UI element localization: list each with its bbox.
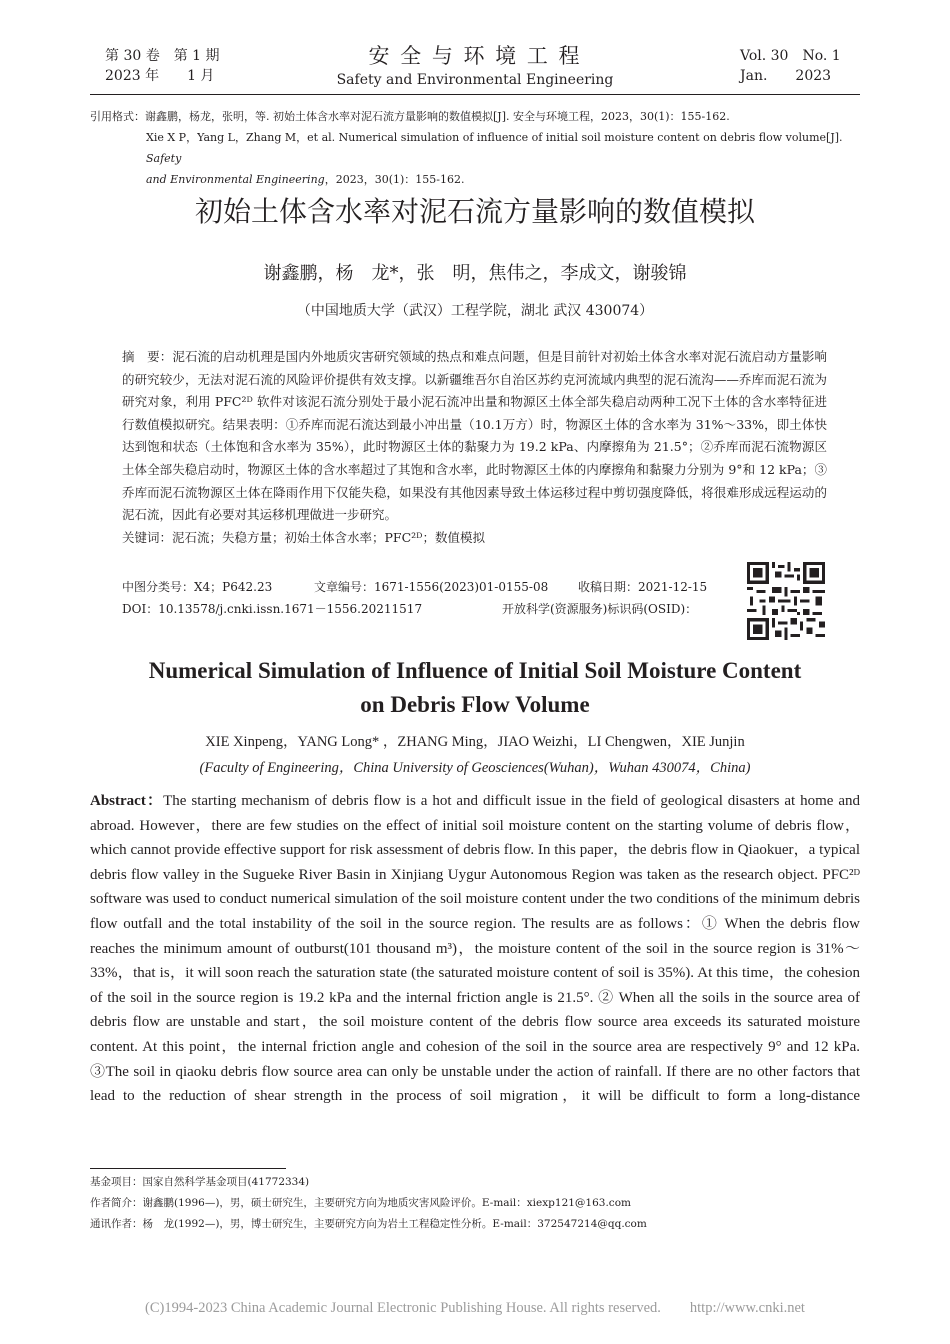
header-volume-issue: 第 30 卷 第 1 期 xyxy=(105,48,220,64)
doi: DOI：10.13578/j.cnki.issn.1671－1556.20211517 xyxy=(122,602,423,616)
header-date-cn: 2023 年 1 月 xyxy=(105,68,215,84)
qr-code-icon[interactable] xyxy=(747,562,825,640)
citation-en-journal-part2: and Environmental Engineering xyxy=(146,173,325,186)
affiliation-cn: （中国地质大学（武汉）工程学院，湖北 武汉 430074） xyxy=(296,303,654,319)
clc-number: 中图分类号：X4；P642.23 xyxy=(122,580,273,594)
footnotes xyxy=(90,1172,647,1235)
paper-title-cn: 初始土体含水率对泥石流方量影响的数值模拟 xyxy=(194,195,755,228)
footnote-author: 作者简介：谢鑫鹏(1996—)，男，硕士研究生，主要研究方向为地质灾害风险评价。E-mail：xiexp121@163.com xyxy=(90,1197,631,1209)
affiliation-en: (Faculty of Engineering，China University of Geosciences(Wuhan)，Wuhan 430074，China) xyxy=(199,760,751,776)
authors-cn: 谢鑫鹏，杨 龙*，张 明，焦伟之，李成文，谢骏锦 xyxy=(263,263,687,284)
header-volume-en xyxy=(740,46,841,86)
citation-cn: 引用格式：谢鑫鹏，杨龙，张明，等. 初始土体含水率对泥石流方量影响的数值模拟[J]. 安全与环境工程，2023，30(1)：155-162. xyxy=(90,110,730,123)
citation-en-line1 xyxy=(90,127,870,169)
header-divider xyxy=(90,94,860,95)
abstract-cn-block xyxy=(122,346,827,549)
citation-en-journal-part1: Safety xyxy=(146,152,182,165)
footnote-divider xyxy=(90,1168,286,1169)
footnote-corresponding: 通讯作者：杨 龙(1992—)，男，博士研究生，主要研究方向为岩土工程稳定性分析。E-mail：372547214@qq.com xyxy=(90,1218,647,1230)
title-en-line2: on Debris Flow Volume xyxy=(360,692,590,717)
copyright-notice: (C)1994-2023 China Academic Journal Electronic Publishing House. All rights reserved. http://www.cnki.net xyxy=(145,1300,805,1316)
title-en-line1: Numerical Simulation of Influence of Initial Soil Moisture Content xyxy=(148,658,802,683)
citation-en-tail: ，2023，30(1)：155-162. xyxy=(324,173,465,186)
authors-en: XIE Xinpeng，YANG Long* ，ZHANG Ming，JIAO Weizhi，LI Chengwen，XIE Junjin xyxy=(205,734,745,750)
osid-label: 开放科学(资源服务)标识码(OSID)： xyxy=(502,602,698,616)
citation-block xyxy=(90,106,870,190)
keywords-cn: 关键词：泥石流；失稳方量；初始土体含水率；PFC²ᴰ；数值模拟 xyxy=(122,529,485,545)
journal-name-en: Safety and Environmental Engineering xyxy=(336,72,614,88)
abstract-en: The starting mechanism of debris flow is a hot and difficult issue in the field of geological disasters at home and abroad. However，there are few studies on the effect of initial soil moisture content on the starting volume of debris flow，which cannot provide effective support for risk assessment of debris flow. In this paper，the debris flow in Qiaokuer，a typical debris flow valley in the Sugueke River Basin in Xinjiang Uygur Autonomous Region was taken as the research object. PFC²ᴰ software was used to conduct numerical simulation of the soil moisture content under the two conditions of the minimum debris flow outfall and the total instability of the soil in the source region. The results are as follows：① When the debris flow reaches the minimum amount of outburst(101 thousand m³)，the moisture content of the soil in the source region is 31%～33%，that is，it will soon reach the saturation state (the saturated moisture content of soil is 35%). At this time，the cohesion of the soil in the source region is 19.2 kPa and the internal friction angle is 21.5°. ② When all the soils in the source area of debris flow are unstable and start，the soil moisture content of the debris flow source area exceeds its saturated moisture content. At this point，the internal friction angle and cohesion of the soil in the source area are respectively 9° and 12 kPa. ③The soil in qiaoku debris flow source area can only be unstable under the action of rainfall. If there are no other factors that lead to the reduction of shear strength in the process of soil migration，it will be difficult to form a long-distance xyxy=(90,793,860,1105)
footnote-fund: 基金项目：国家自然科学基金项目(41772334) xyxy=(90,1176,310,1188)
abstract-en-block xyxy=(90,789,860,1109)
header-date-en: Jan. 2023 xyxy=(740,68,832,84)
citation-en-text: Xie X P，Yang L，Zhang M，et al. Numerical simulation of influence of initial soil moisture content on debris flow volume[J]. xyxy=(146,131,843,144)
journal-name-cn: 安 全 与 环 境 工 程 xyxy=(368,44,582,68)
header-vol-no: Vol. 30 No. 1 xyxy=(740,48,841,64)
abstract-en-label: Abstract： xyxy=(90,793,164,809)
abstract-cn: 摘 要：泥石流的启动机理是国内外地质灾害研究领域的热点和难点问题，但是目前针对初始土体含水率对泥石流启动方量影响的研究较少，无法对泥石流的风险评价提供有效支撑。以新疆维吾尔自治区苏约克河流域内典型的泥石流沟——乔库而泥石流为研究对象，利用 PFC²ᴰ 软件对该泥石流分别处于最小泥石流冲出量和物源区土体全部失稳启动两种工况下土体的含水率特征进行数值模拟研究。结果表明：①乔库而泥石流达到最小冲出量（10.1万方）时，物源区土体的含水率为 31%～33%，即土体快达到饱和状态（土体饱和含水率为 35%），此时物源区土体的黏聚力为 19.2 kPa、内摩擦角为 21.5°；②乔库而泥石流物源区土体全部失稳启动时，物源区土体的含水率超过了其饱和含水率，此时物源区土体的内摩擦角和黏聚力分别为 9°和 12 kPa；③乔库而泥石流物源区土体在降雨作用下仅能失稳，如果没有其他因素导致土体运移过程中剪切强度降低，将很难形成远程运动的泥石流，因此有必要对其运移机理做进一步研究。 xyxy=(122,349,827,523)
article-number: 文章编号：1671-1556(2023)01-0155-08 xyxy=(314,580,549,594)
citation-en-line2 xyxy=(90,169,870,190)
received-date: 收稿日期：2021-12-15 xyxy=(578,580,708,594)
paper-title-en xyxy=(60,654,890,722)
